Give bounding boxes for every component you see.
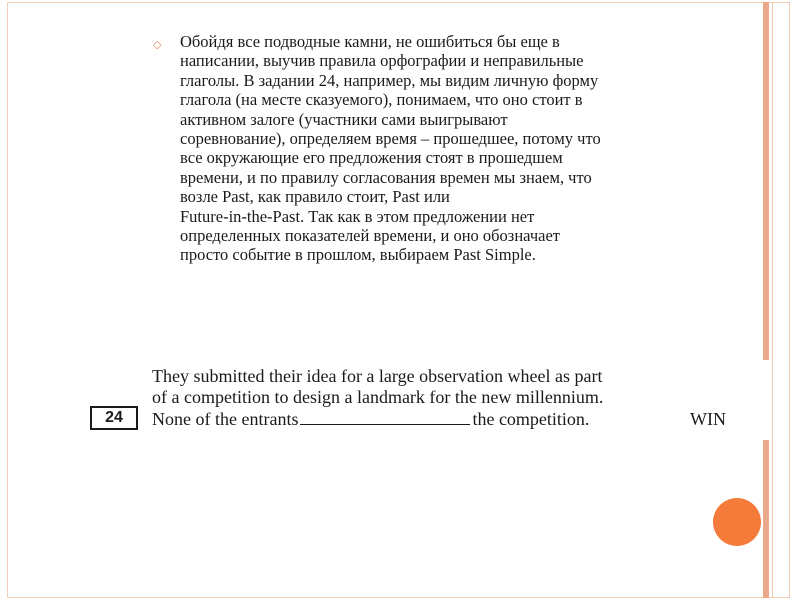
right-decorative-line xyxy=(772,2,773,598)
task-sentence-1: They submitted their idea for a large observation wheel as part xyxy=(152,366,603,386)
right-bar-gap xyxy=(763,360,769,440)
diamond-bullet-icon: ◇ xyxy=(153,38,162,51)
orange-circle-decoration xyxy=(713,498,761,546)
task-sentence-3-start: None of the entrants xyxy=(152,409,299,429)
task-keyword: WIN xyxy=(690,409,726,429)
task-sentence-3 xyxy=(152,408,589,430)
task-number-box: 24 xyxy=(90,406,138,430)
task-sentence-2: of a competition to design a landmark for the new millennium. xyxy=(152,387,604,407)
task-sentence-3-end: the competition. xyxy=(472,409,590,429)
right-decorative-bar xyxy=(763,2,769,598)
answer-blank xyxy=(300,408,470,425)
exam-task xyxy=(90,365,750,435)
explanation-paragraph: Обойдя все подводные камни, не ошибиться бы еще в написании, выучив правила орфографии и неправильные глаголы. В задании 24, например, мы видим личную форму глагола (на месте сказуемого), понимаем, что оно стоит в активном залоге (участники сами выигрывают соревнование), определяем время – прошедшее, потому что все окружающие его предложения стоят в прошедшем времени, и по правилу согласования времен мы знаем, что возле Past, как правило стоит, Past или Future-in-the-Past. Так как в этом предложении нет определенных показателей времени, и оно обозначает просто событие в прошлом, выбираем Past Simple. xyxy=(180,32,601,265)
